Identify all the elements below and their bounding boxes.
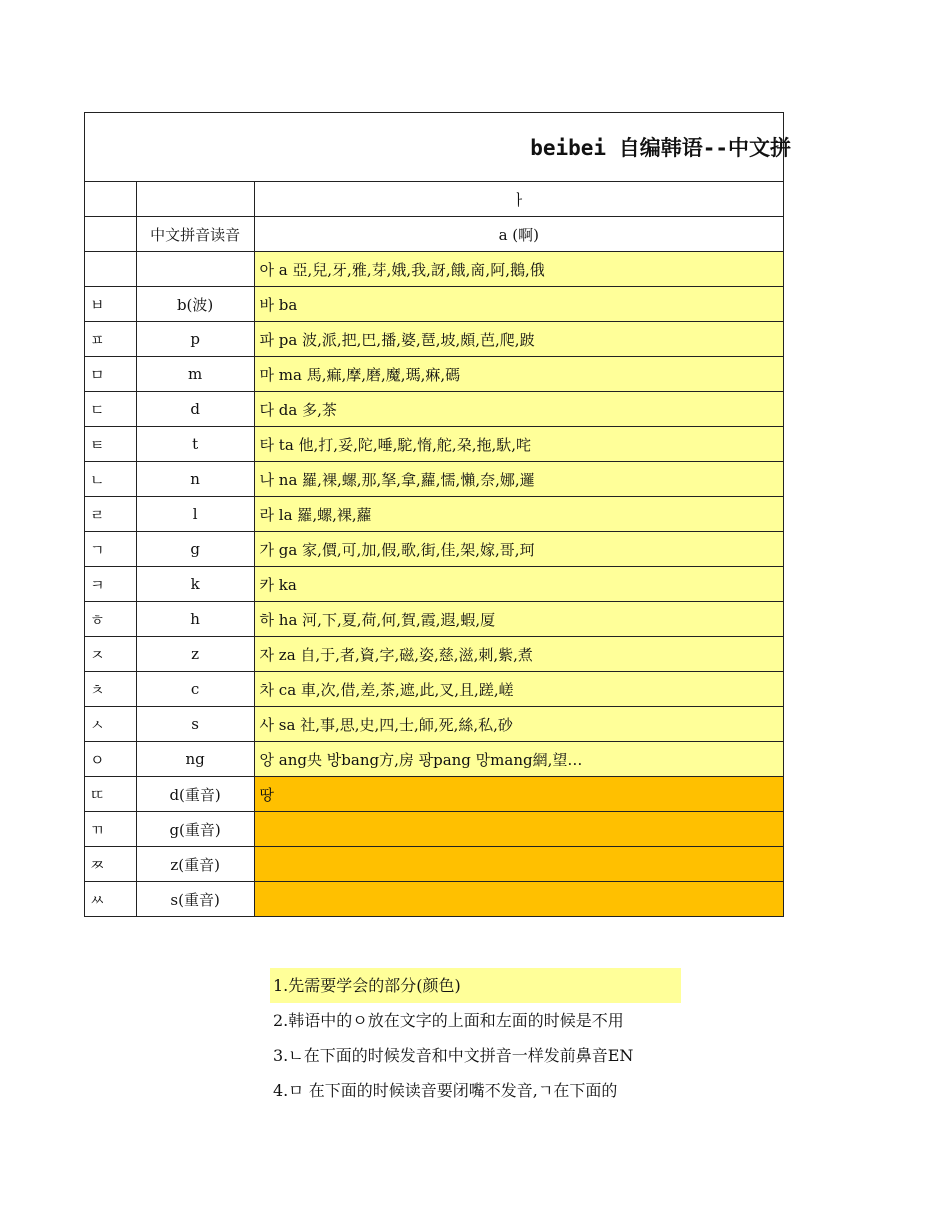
consonant-cell[interactable]: ㄸ [85, 777, 137, 812]
table-row [85, 287, 784, 322]
note-item[interactable]: 3.ㄴ在下面的时候发音和中文拼音一样发前鼻音EN [273, 1046, 634, 1065]
note-item[interactable]: 1.先需要学会的部分(颜色) [270, 968, 681, 1003]
syllable-content-cell[interactable]: 가 ga 家,價,可,加,假,歌,街,佳,架,嫁,哥,珂 [254, 532, 783, 567]
consonant-cell[interactable]: ㄴ [85, 462, 137, 497]
table-row [85, 427, 784, 462]
header-row-labels [85, 217, 784, 252]
pinyin-cell[interactable]: b(波) [136, 287, 254, 322]
pinyin-cell[interactable]: g(重音) [136, 812, 254, 847]
pinyin-cell[interactable]: k [136, 567, 254, 602]
notes-section [270, 968, 681, 1108]
table-row [85, 392, 784, 427]
syllable-content-cell[interactable]: 다 da 多,茶 [254, 392, 783, 427]
title-cell[interactable] [85, 113, 791, 182]
note-item[interactable]: 4.ㅁ 在下面的时候读音要闭嘴不发音,ㄱ在下面的 [273, 1081, 618, 1100]
table-row [85, 637, 784, 672]
pinyin-cell[interactable]: n [136, 462, 254, 497]
syllable-content-cell[interactable]: 마 ma 馬,痲,摩,磨,魔,瑪,痳,碼 [254, 357, 783, 392]
pinyin-cell[interactable]: s [136, 707, 254, 742]
vowel-reading-cell[interactable]: a (啊) [254, 217, 783, 252]
consonant-cell[interactable]: ㅅ [85, 707, 137, 742]
table-row [85, 567, 784, 602]
consonant-cell[interactable]: ㅈ [85, 637, 137, 672]
table-row [85, 882, 784, 917]
syllable-content-cell[interactable]: 라 la 羅,螺,裸,蘿 [254, 497, 783, 532]
table-row [85, 462, 784, 497]
vowel-cell[interactable]: ㅏ [254, 182, 783, 217]
consonant-cell[interactable] [85, 252, 137, 287]
pinyin-column-label[interactable]: 中文拼音读音 [136, 217, 254, 252]
syllable-content-cell[interactable]: 차 ca 車,次,借,差,茶,遮,此,叉,且,蹉,嵯 [254, 672, 783, 707]
consonant-cell[interactable]: ㅇ [85, 742, 137, 777]
pinyin-cell[interactable]: z(重音) [136, 847, 254, 882]
pinyin-cell[interactable]: s(重音) [136, 882, 254, 917]
consonant-cell[interactable]: ㄷ [85, 392, 137, 427]
table-row [85, 707, 784, 742]
pinyin-cell[interactable]: d [136, 392, 254, 427]
pinyin-cell[interactable]: p [136, 322, 254, 357]
pinyin-cell[interactable]: l [136, 497, 254, 532]
syllable-content-cell[interactable]: 타 ta 他,打,妥,陀,唾,駝,惰,舵,朶,拖,馱,咤 [254, 427, 783, 462]
table-row [85, 602, 784, 637]
syllable-content-cell[interactable]: 아 a 亞,兒,牙,雅,芽,娥,我,訝,餓,啇,阿,鵝,俄 [254, 252, 783, 287]
header-row-vowel [85, 182, 784, 217]
table-row [85, 252, 784, 287]
syllable-content-cell[interactable]: 파 pa 波,派,把,巴,播,婆,琶,坡,頗,芭,爬,跛 [254, 322, 783, 357]
table-row [85, 777, 784, 812]
consonant-cell[interactable]: ㄱ [85, 532, 137, 567]
consonant-cell[interactable]: ㅎ [85, 602, 137, 637]
spreadsheet [84, 112, 791, 917]
syllable-content-cell[interactable] [254, 812, 783, 847]
pinyin-cell[interactable]: t [136, 427, 254, 462]
table-row [85, 812, 784, 847]
header-empty-cell[interactable] [85, 182, 137, 217]
syllable-content-cell[interactable]: 앙 ang央 방bang方,房 팡pang 망mang網,望… [254, 742, 783, 777]
syllable-content-cell[interactable]: 나 na 羅,裸,螺,那,拏,拿,蘿,懦,懶,奈,娜,邏 [254, 462, 783, 497]
syllable-content-cell[interactable] [254, 882, 783, 917]
pinyin-cell[interactable] [136, 252, 254, 287]
table-row [85, 742, 784, 777]
table-row [85, 672, 784, 707]
table-row [85, 532, 784, 567]
pinyin-cell[interactable]: c [136, 672, 254, 707]
table-row [85, 322, 784, 357]
consonant-cell[interactable]: ㅊ [85, 672, 137, 707]
consonant-cell[interactable]: ㅍ [85, 322, 137, 357]
pinyin-cell[interactable]: g [136, 532, 254, 567]
syllable-content-cell[interactable]: 땅 [254, 777, 783, 812]
syllable-content-cell[interactable]: 하 ha 河,下,夏,荷,何,賀,霞,遐,蝦,厦 [254, 602, 783, 637]
consonant-cell[interactable]: ㅌ [85, 427, 137, 462]
table-row [85, 497, 784, 532]
pinyin-cell[interactable]: m [136, 357, 254, 392]
consonant-cell[interactable]: ㅋ [85, 567, 137, 602]
consonant-cell[interactable]: ㄲ [85, 812, 137, 847]
header-empty-cell[interactable] [136, 182, 254, 217]
table-row [85, 357, 784, 392]
page-title: beibei 自编韩语--中文拼 [530, 136, 791, 160]
hangul-pinyin-table [84, 112, 791, 917]
syllable-content-cell[interactable]: 자 za 自,于,者,資,字,磁,姿,慈,滋,刺,紫,煮 [254, 637, 783, 672]
consonant-cell[interactable]: ㅆ [85, 882, 137, 917]
pinyin-cell[interactable]: ng [136, 742, 254, 777]
syllable-content-cell[interactable] [254, 847, 783, 882]
syllable-content-cell[interactable]: 바 ba [254, 287, 783, 322]
pinyin-cell[interactable]: z [136, 637, 254, 672]
consonant-cell[interactable]: ㄹ [85, 497, 137, 532]
pinyin-cell[interactable]: d(重音) [136, 777, 254, 812]
consonant-cell[interactable]: ㅉ [85, 847, 137, 882]
title-row [85, 113, 784, 182]
pinyin-cell[interactable]: h [136, 602, 254, 637]
consonant-cell[interactable]: ㅂ [85, 287, 137, 322]
note-item[interactable]: 2.韩语中的ㅇ放在文字的上面和左面的时候是不用 [273, 1011, 624, 1030]
consonant-cell[interactable]: ㅁ [85, 357, 137, 392]
syllable-content-cell[interactable]: 카 ka [254, 567, 783, 602]
syllable-content-cell[interactable]: 사 sa 社,事,思,史,四,士,師,死,絲,私,砂 [254, 707, 783, 742]
table-row [85, 847, 784, 882]
header-empty-cell[interactable] [85, 217, 137, 252]
